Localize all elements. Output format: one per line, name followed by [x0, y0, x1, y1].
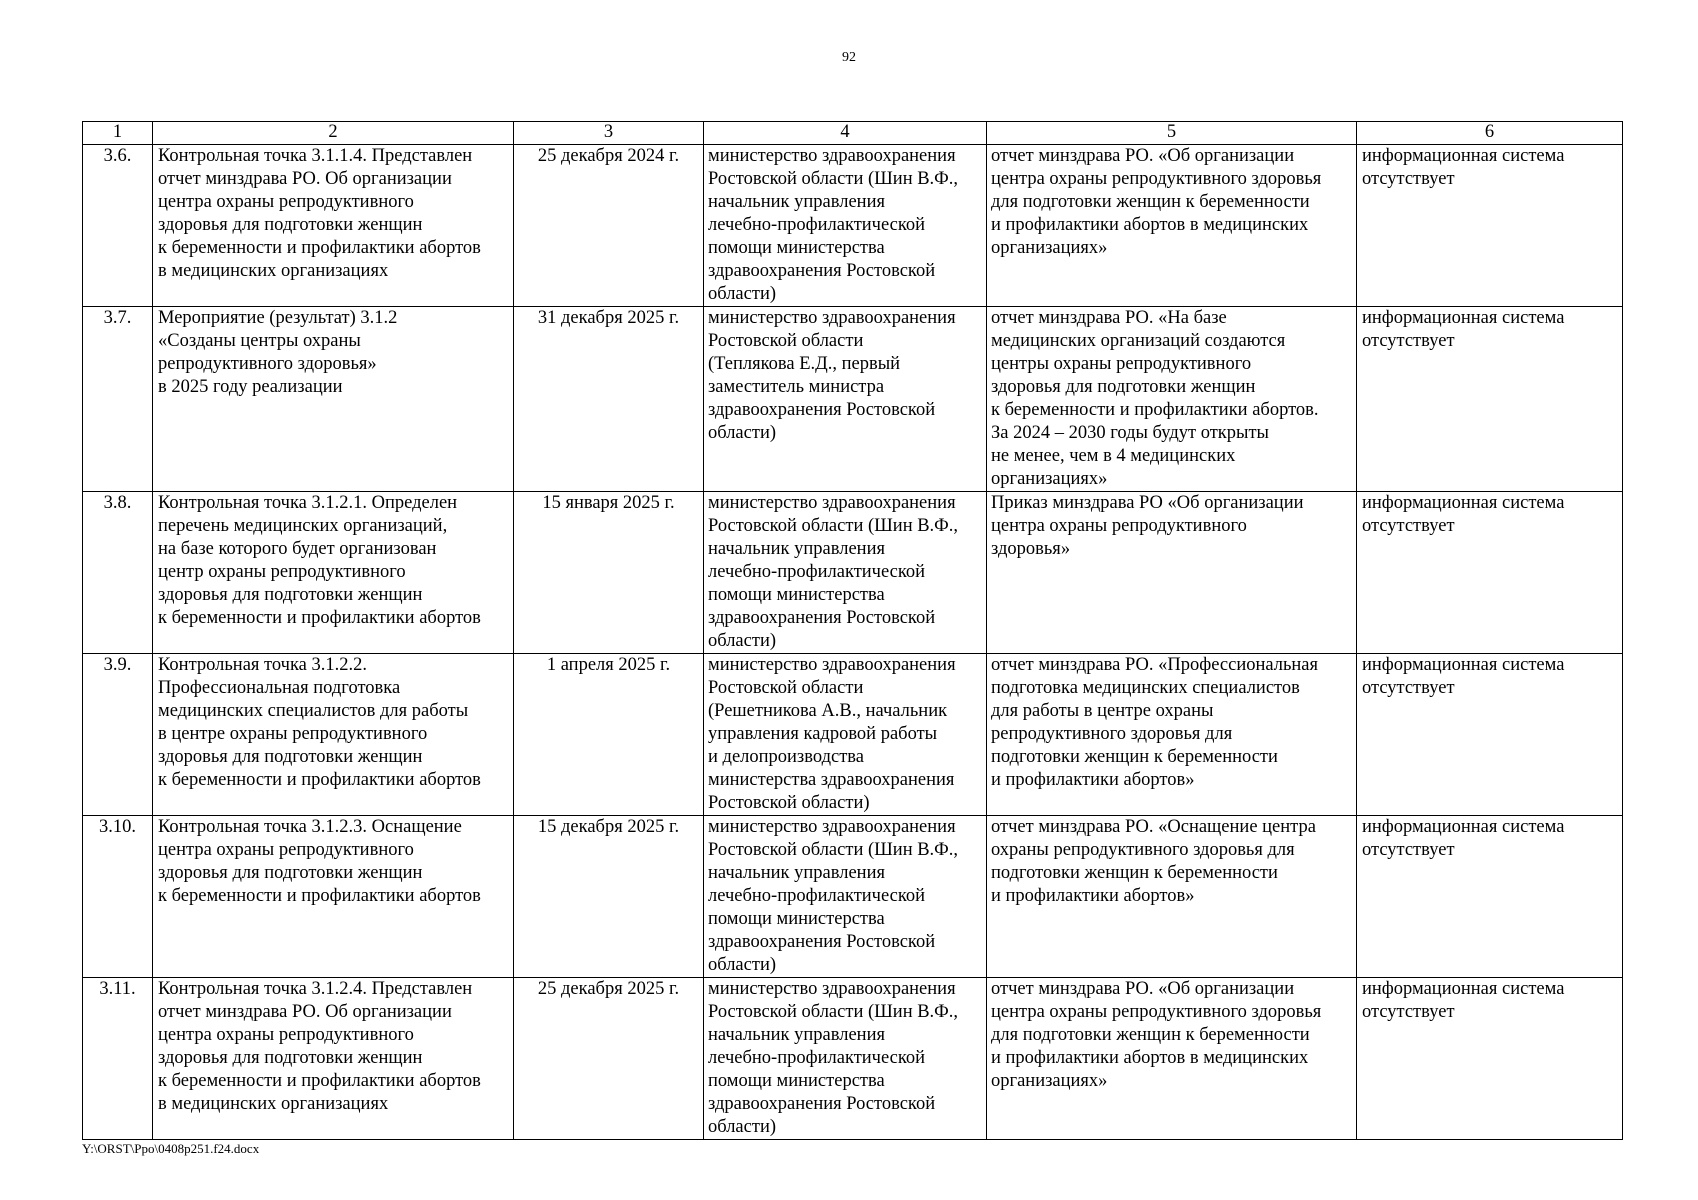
deadline-date: 1 апреля 2025 г. — [514, 654, 704, 816]
file-path-footer: Y:\ORST\Ppo\0408p251.f24.docx — [82, 1141, 260, 1156]
information-system: информационная система отсутствует — [1357, 654, 1623, 816]
table-row — [83, 492, 1623, 654]
result-document: отчет минздрава РО. «Об организации центра охраны репродуктивного здоровья для подготовки женщин к беременности и профилактики абортов в медицинских организациях» — [987, 978, 1357, 1140]
information-system: информационная система отсутствует — [1357, 145, 1623, 307]
event-name: Мероприятие (результат) 3.1.2 «Созданы центры охраны репродуктивного здоровья» в 2025 году реализации — [153, 307, 514, 492]
event-name: Контрольная точка 3.1.2.2. Профессиональная подготовка медицинских специалистов для работы в центре охраны репродуктивного здоровья для подготовки женщин к беременности и профилактики абортов — [153, 654, 514, 816]
result-document: отчет минздрава РО. «Профессиональная подготовка медицинских специалистов для работы в центре охраны репродуктивного здоровья для подготовки женщин к беременности и профилактики абортов» — [987, 654, 1357, 816]
deadline-date: 25 декабря 2025 г. — [514, 978, 704, 1140]
table-row — [83, 978, 1623, 1140]
column-header: 4 — [704, 122, 987, 145]
table-header-row — [83, 122, 1623, 145]
column-header: 3 — [514, 122, 704, 145]
table-row — [83, 307, 1623, 492]
information-system: информационная система отсутствует — [1357, 492, 1623, 654]
table-row — [83, 654, 1623, 816]
deadline-date: 31 декабря 2025 г. — [514, 307, 704, 492]
result-document: отчет минздрава РО. «На базе медицинских организаций создаются центры охраны репродуктивного здоровья для подготовки женщин к беременности и профилактики абортов. За 2024 – 2030 годы будут открыты не менее, чем в 4 медицинских организациях» — [987, 307, 1357, 492]
row-number: 3.11. — [83, 978, 153, 1140]
column-header: 5 — [987, 122, 1357, 145]
result-document: Приказ минздрава РО «Об организации центра охраны репродуктивного здоровья» — [987, 492, 1357, 654]
page-number: 92 — [842, 50, 856, 65]
row-number: 3.9. — [83, 654, 153, 816]
responsible-executor: министерство здравоохранения Ростовской области (Шин В.Ф., начальник управления лечебно-профилактической помощи министерства здравоохранения Ростовской области) — [704, 978, 987, 1140]
column-header: 1 — [83, 122, 153, 145]
event-name: Контрольная точка 3.1.2.4. Представлен отчет минздрава РО. Об организации центра охраны репродуктивного здоровья для подготовки женщин к беременности и профилактики абортов в медицинских организациях — [153, 978, 514, 1140]
information-system: информационная система отсутствует — [1357, 307, 1623, 492]
deadline-date: 15 января 2025 г. — [514, 492, 704, 654]
control-points-table — [82, 121, 1623, 1140]
result-document: отчет минздрава РО. «Об организации центра охраны репродуктивного здоровья для подготовки женщин к беременности и профилактики абортов в медицинских организациях» — [987, 145, 1357, 307]
row-number: 3.10. — [83, 816, 153, 978]
column-header: 6 — [1357, 122, 1623, 145]
table-row — [83, 816, 1623, 978]
event-name: Контрольная точка 3.1.1.4. Представлен отчет минздрава РО. Об организации центра охраны репродуктивного здоровья для подготовки женщин к беременности и профилактики абортов в медицинских организациях — [153, 145, 514, 307]
event-name: Контрольная точка 3.1.2.1. Определен перечень медицинских организаций, на базе которого будет организован центр охраны репродуктивного здоровья для подготовки женщин к беременности и профилактики абортов — [153, 492, 514, 654]
result-document: отчет минздрава РО. «Оснащение центра охраны репродуктивного здоровья для подготовки женщин к беременности и профилактики абортов» — [987, 816, 1357, 978]
responsible-executor: министерство здравоохранения Ростовской области (Решетникова А.В., начальник управления кадровой работы и делопроизводства министерства здравоохранения Ростовской области) — [704, 654, 987, 816]
responsible-executor: министерство здравоохранения Ростовской области (Шин В.Ф., начальник управления лечебно-профилактической помощи министерства здравоохранения Ростовской области) — [704, 145, 987, 307]
row-number: 3.7. — [83, 307, 153, 492]
deadline-date: 15 декабря 2025 г. — [514, 816, 704, 978]
information-system: информационная система отсутствует — [1357, 978, 1623, 1140]
deadline-date: 25 декабря 2024 г. — [514, 145, 704, 307]
column-header: 2 — [153, 122, 514, 145]
information-system: информационная система отсутствует — [1357, 816, 1623, 978]
table-row — [83, 145, 1623, 307]
responsible-executor: министерство здравоохранения Ростовской области (Шин В.Ф., начальник управления лечебно-профилактической помощи министерства здравоохранения Ростовской области) — [704, 492, 987, 654]
row-number: 3.8. — [83, 492, 153, 654]
responsible-executor: министерство здравоохранения Ростовской области (Теплякова Е.Д., первый заместитель министра здравоохранения Ростовской области) — [704, 307, 987, 492]
responsible-executor: министерство здравоохранения Ростовской области (Шин В.Ф., начальник управления лечебно-профилактической помощи министерства здравоохранения Ростовской области) — [704, 816, 987, 978]
event-name: Контрольная точка 3.1.2.3. Оснащение центра охраны репродуктивного здоровья для подготовки женщин к беременности и профилактики абортов — [153, 816, 514, 978]
row-number: 3.6. — [83, 145, 153, 307]
